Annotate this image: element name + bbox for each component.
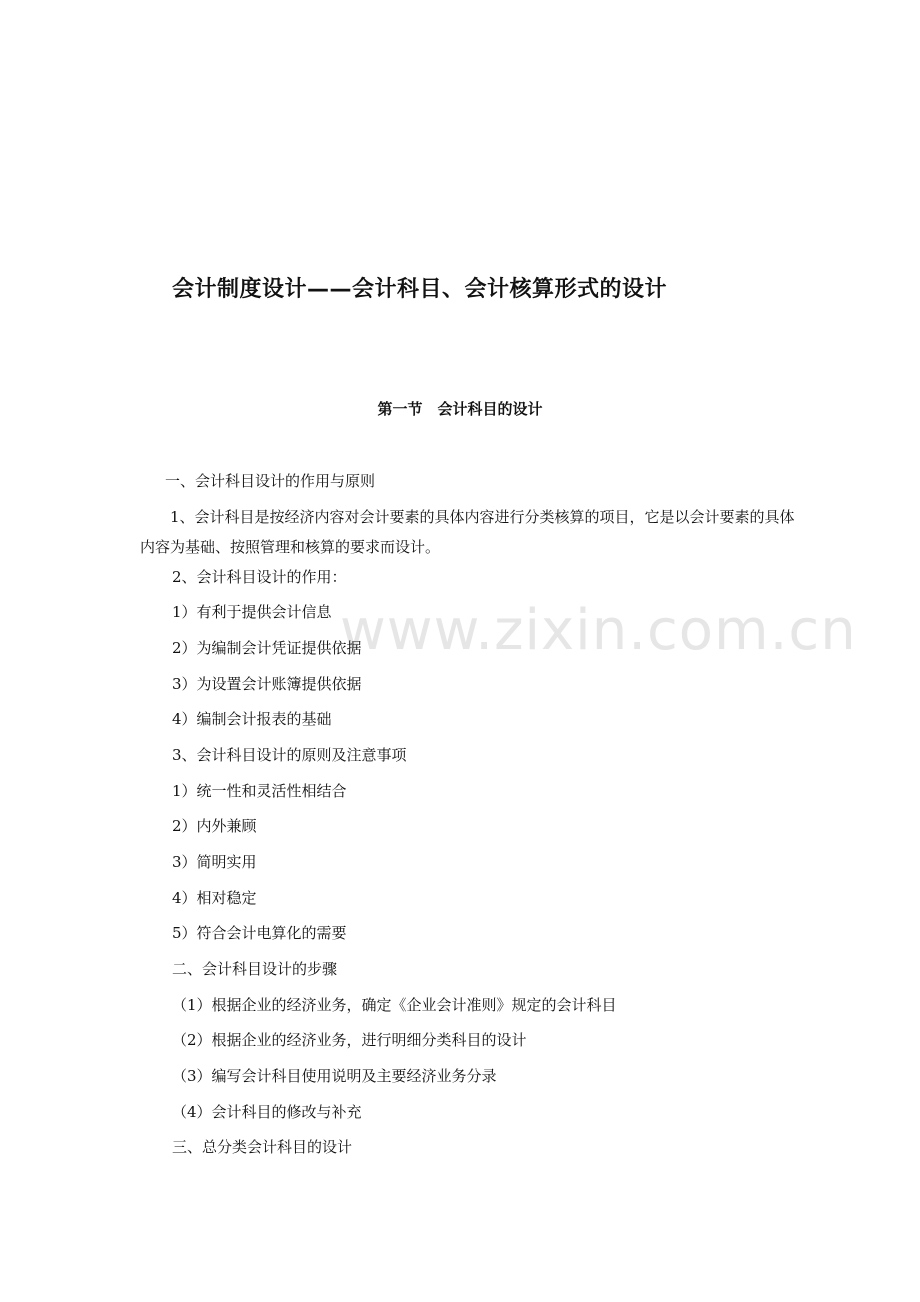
list-item: 3）简明实用: [172, 853, 257, 871]
section-heading: 第一节 会计科目的设计: [377, 400, 543, 418]
list-item: （2）根据企业的经济业务，进行明细分类科目的设计: [172, 1031, 527, 1049]
paragraph: 1、会计科目是按经济内容对会计要素的具体内容进行分类核算的项目，它是以会计要素的具体内容为基础、按照管理和核算的要求而设计。: [140, 508, 795, 556]
watermark-text: www.zixin.com.cn: [340, 598, 857, 663]
list-item: 4）编制会计报表的基础: [172, 710, 332, 728]
list-item: （3）编写会计科目使用说明及主要经济业务分录: [172, 1067, 497, 1085]
heading-line: 二、会计科目设计的步骤: [172, 960, 338, 978]
list-item: （1）根据企业的经济业务，确定《企业会计准则》规定的会计科目: [172, 996, 617, 1014]
list-item: 5）符合会计电算化的需要: [172, 924, 347, 942]
list-item: 2）为编制会计凭证提供依据: [172, 639, 362, 657]
document-title: 会计制度设计——会计科目、会计核算形式的设计: [172, 277, 668, 302]
text-line: 2、会计科目设计的作用：: [172, 568, 347, 586]
list-item: 1）统一性和灵活性相结合: [172, 782, 347, 800]
heading-line: 一、会计科目设计的作用与原则: [165, 472, 376, 490]
list-item: 2）内外兼顾: [172, 817, 257, 835]
heading-line: 三、总分类会计科目的设计: [172, 1138, 353, 1156]
list-item: （4）会计科目的修改与补充: [172, 1103, 362, 1121]
text-line: 3、会计科目设计的原则及注意事项: [172, 746, 407, 764]
list-item: 3）为设置会计账簿提供依据: [172, 675, 362, 693]
list-item: 1）有利于提供会计信息: [172, 603, 332, 621]
list-item: 4）相对稳定: [172, 889, 257, 907]
